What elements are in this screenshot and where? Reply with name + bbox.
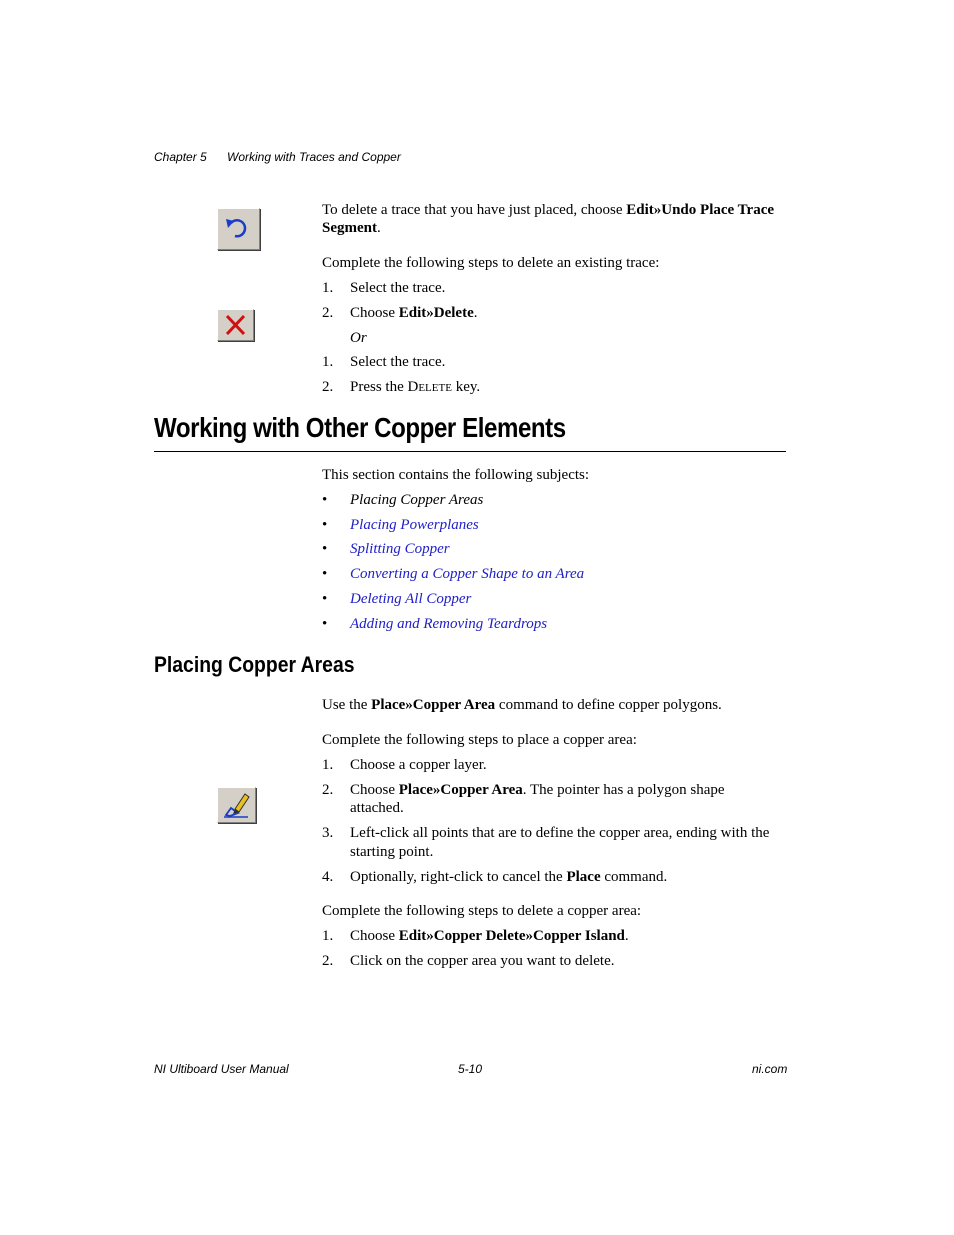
footer-website: ni.com	[752, 1062, 788, 1076]
bullet: •	[322, 517, 328, 533]
section-heading: Working with Other Copper Elements	[154, 412, 566, 443]
step-text: Select the trace.	[350, 354, 446, 370]
bullet: •	[322, 566, 328, 582]
step-number: 2.	[322, 379, 334, 395]
footer-page-number: 5-10	[458, 1062, 483, 1076]
bullet: •	[322, 492, 328, 508]
step-text: Choose Place»Copper Area. The pointer has a polygon shape	[350, 782, 725, 798]
step-text: Left-click all points that are to define the copper area, ending with the	[350, 825, 770, 841]
step-number: 2.	[322, 782, 334, 798]
delete-x-icon	[217, 309, 254, 341]
footer-manual-title: NI Ultiboard User Manual	[154, 1062, 289, 1076]
step-number: 2.	[322, 305, 334, 321]
subject-link[interactable]: Placing Powerplanes	[350, 517, 479, 533]
intro-paragraph-line2: Segment.	[322, 220, 381, 236]
step-text: Choose Edit»Copper Delete»Copper Island.	[350, 928, 629, 944]
step-text-continued: attached.	[350, 800, 404, 816]
step-number: 4.	[322, 869, 334, 885]
subsection-heading: Placing Copper Areas	[154, 652, 355, 677]
or-separator: Or	[350, 330, 367, 346]
step-number: 1.	[322, 757, 334, 773]
step-number: 1.	[322, 928, 334, 944]
subject-link[interactable]: Splitting Copper	[350, 541, 450, 557]
step-text: Press the Delete key.	[350, 379, 481, 395]
step-text-continued: starting point.	[350, 844, 434, 860]
running-header-chapter: Chapter 5	[154, 150, 207, 164]
steps-intro: Complete the following steps to delete an existing trace:	[322, 255, 660, 271]
bullet: •	[322, 591, 328, 607]
running-header-title: Working with Traces and Copper	[227, 150, 401, 164]
bullet: •	[322, 541, 328, 557]
step-text: Optionally, right-click to cancel the Place command.	[350, 869, 668, 885]
subject-link[interactable]: Deleting All Copper	[350, 591, 472, 607]
key-name: Delete	[407, 379, 452, 395]
undo-icon	[217, 208, 260, 250]
step-text: Click on the copper area you want to delete.	[350, 953, 615, 969]
steps-intro: Complete the following steps to delete a copper area:	[322, 903, 642, 919]
heading-rule	[154, 451, 786, 452]
step-number: 2.	[322, 953, 334, 969]
subject-link[interactable]: Adding and Removing Teardrops	[350, 616, 548, 632]
subsection-paragraph: Use the Place»Copper Area command to define copper polygons.	[322, 697, 722, 713]
step-number: 1.	[322, 354, 334, 370]
subject-item-current: Placing Copper Areas	[350, 492, 484, 508]
step-number: 1.	[322, 280, 334, 296]
menu-command: Segment	[322, 220, 377, 236]
step-text: Choose Edit»Delete.	[350, 305, 478, 321]
subject-link[interactable]: Converting a Copper Shape to an Area	[350, 566, 585, 582]
step-text: Choose a copper layer.	[350, 757, 487, 773]
bullet: •	[322, 616, 328, 632]
section-lead: This section contains the following subjects:	[322, 467, 590, 483]
step-number: 3.	[322, 825, 334, 841]
step-text: Select the trace.	[350, 280, 446, 296]
copper-area-pen-icon	[217, 787, 256, 823]
menu-command: Edit»Undo Place Trace	[626, 202, 775, 218]
steps-intro: Complete the following steps to place a copper area:	[322, 732, 637, 748]
intro-paragraph-line1: To delete a trace that you have just placed, choose Edit»Undo Place Trace	[322, 202, 775, 218]
